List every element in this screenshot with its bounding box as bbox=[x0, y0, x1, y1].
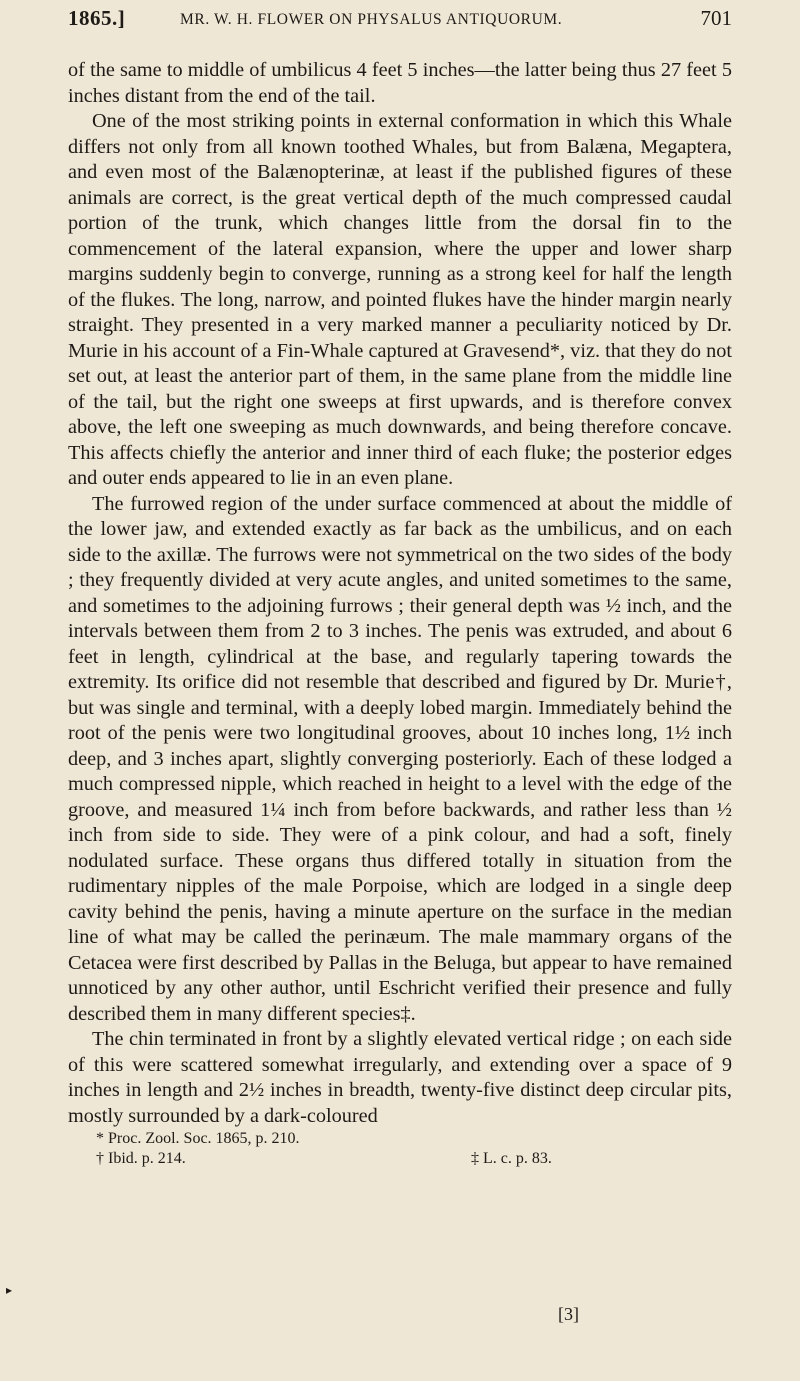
signature-mark: [3] bbox=[558, 1304, 579, 1324]
margin-mark: ▸ bbox=[6, 1283, 13, 1297]
footnote-2: † Ibid. p. 214. bbox=[96, 1150, 186, 1167]
paragraph-4: The chin terminated in front by a slightly elevated vertical ridge ; on each side of this were scattered somewhat irregularly, and extending over a space of 9 inches in length and 2½ inches in breadth, twenty-five distinct deep circular pits, mostly surrounded by a dark-coloured bbox=[68, 1028, 732, 1127]
footnote-3: ‡ L. c. p. 83. bbox=[471, 1150, 552, 1167]
paragraph-3: The furrowed region of the under surface commenced at about the middle of the lower jaw, and extended exactly as far back as the umbilicus, and on each side to the axillæ. The furrows were not symmetrical on the two sides of the body ; they frequently divided at very acute angles, and united sometimes to the same, and sometimes to the adjoining furrows ; their general depth was ½ inch, and the intervals between them from 2 to 3 inches. The penis was extruded, and about 6 feet in length, cylindrical at the base, and regularly tapering towards the extremity. Its orifice did not resemble that described and figured by Dr. Murie†, but was single and terminal, with a deeply lobed margin. Immediately behind the root of the penis were two longitudinal grooves, about 10 inches long, 1½ inch deep, and 3 inches apart, slightly converging posteriorly. Each of these lodged a much compressed nipple, which reached in height to a level with the edge of the groove, and measured 1¼ inch from before backwards, and rather less than ½ inch from side to side. They were of a pink colour, and had a soft, finely nodulated surface. These organs thus differed totally in situation from the rudimentary nipples of the male Porpoise, which are lodged in a single deep cavity behind the penis, having a minute aperture on the surface in the median line of what may be called the perinæum. The male mammary organs of the Cetacea were first described by Pallas in the Beluga, but appear to have remained unnoticed by any other author, until Eschricht verified their presence and fully described them in many different species‡. bbox=[68, 492, 732, 1025]
page bbox=[6, 0, 732, 1381]
paragraph-1: of the same to middle of umbilicus 4 feet 5 inches—the latter being thus 27 feet 5 inches distant from the end of the tail. bbox=[68, 59, 732, 107]
page-number: 701 bbox=[700, 6, 732, 30]
body-text bbox=[68, 58, 732, 1129]
paragraph-2: One of the most striking points in external conformation in which this Whale differs not only from all known toothed Whales, but from Balæna, Megaptera, and even most of the Balænopterinæ, at least if the published figures of these animals are correct, is the great vertical depth of the much compressed caudal portion of the trunk, which changes little from the dorsal fin to the commencement of the lateral expansion, where the upper and lower sharp margins suddenly begin to converge, running as a strong keel for half the length of the flukes. The long, narrow, and pointed flukes have the hinder margin nearly straight. They presented in a very marked manner a peculiarity noticed by Dr. Murie in his account of a Fin-Whale captured at Gravesend*, viz. that they do not set out, at least the anterior part of them, in the same plane from the middle line of the tail, but the right one sweeps at first upwards, and is therefore convex above, the left one sweeping as much downwards, and being therefore concave. This affects chiefly the anterior and inner third of each fluke; the posterior edges and outer ends appeared to lie in an even plane. bbox=[68, 110, 732, 489]
running-title: MR. W. H. FLOWER ON PHYSALUS ANTIQUORUM. bbox=[180, 11, 563, 28]
footnote-1: * Proc. Zool. Soc. 1865, p. 210. bbox=[96, 1130, 300, 1147]
header-year: 1865.] bbox=[68, 6, 126, 30]
running-header bbox=[68, 0, 732, 58]
footnotes bbox=[68, 1129, 732, 1173]
